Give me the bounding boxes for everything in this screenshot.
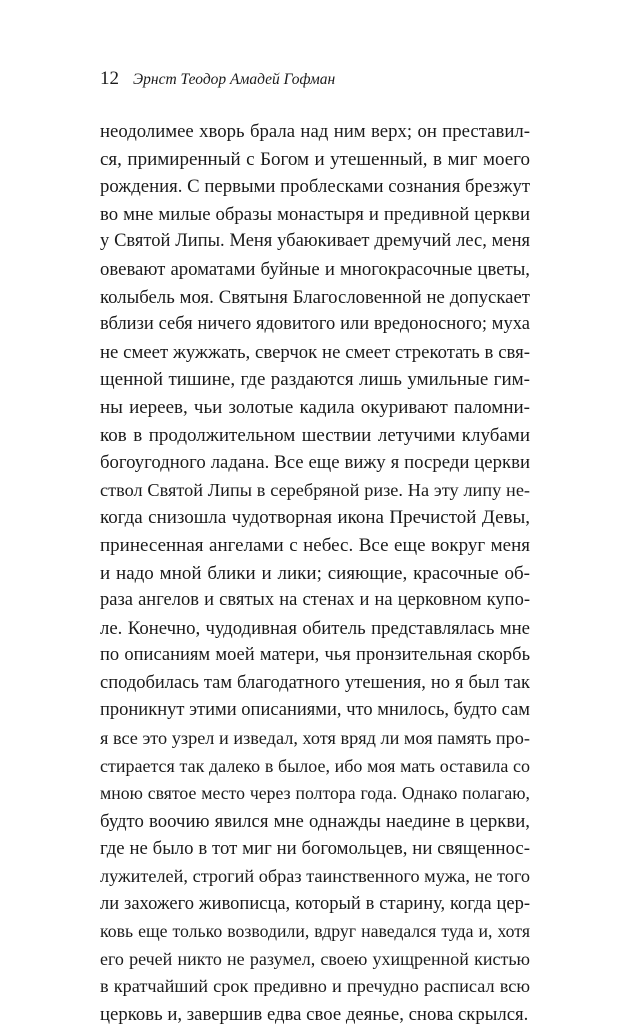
body-text — [100, 118, 530, 1029]
text-line: щенной тишине, где раздаются лишь умильные гим- — [100, 369, 530, 391]
text-line: вблизи себя ничего ядовитого или вредоносного; муха — [100, 314, 530, 335]
text-line: его речей никто не разумел, своею ухищренной кистью — [100, 948, 530, 969]
text-line: у Святой Липы. Меня убаюкивает дремучий лес, меня — [100, 231, 530, 252]
text-line: в кратчайший срок предивно и пречудно расписал всю — [100, 976, 530, 997]
text-line: сподобилась там благодатного утешения, но я был так — [100, 672, 530, 693]
text-line: мною святое место через полтора года. Однако полагаю, — [100, 783, 530, 804]
text-line: богоугодного ладана. Все еще вижу я посреди церкви — [100, 452, 530, 474]
text-line: ле. Конечно, чудодивная обитель представлялась мне — [100, 617, 530, 639]
text-line: где не было в тот миг ни богомольцев, ни священнос- — [100, 838, 530, 860]
text-line: колыбель моя. Святыня Благословенной не допускает — [100, 286, 530, 308]
running-head: Эрнст Теодор Амадей Гофман — [133, 71, 336, 88]
text-line: по описаниям моей матери, чья пронзительная скорбь — [100, 645, 530, 666]
text-line: ствол Святой Липы в серебряной ризе. На эту липу не- — [100, 479, 530, 500]
text-line: овевают ароматами буйные и многокрасочные цветы, — [100, 258, 530, 280]
text-line: и надо мной блики и лики; сияющие, красочные об- — [100, 562, 530, 584]
text-line: ся, примиренный с Богом и утешенный, в миг моего — [100, 148, 530, 170]
text-line: ли захожего живописца, который в старину, когда цер- — [100, 893, 530, 914]
text-line: ны иереев, чьи золотые кадила окуривают паломни- — [100, 396, 530, 418]
text-line: ков в продолжительном шествии летучими клубами — [100, 424, 530, 446]
text-line: стирается так далеко в былое, ибо моя мать оставила со — [100, 755, 530, 776]
text-line: во мне милые образы монастыря и предивной церкви — [100, 203, 530, 225]
text-line: церковь и, завершив едва свое деянье, снова скрылся. — [100, 1004, 529, 1025]
text-line: проникнут этими описаниями, что мнилось, будто сам — [100, 700, 530, 721]
text-line: когда снизошла чудотворная икона Пречистой Девы, — [100, 507, 530, 529]
page-number: 12 — [100, 68, 119, 89]
page-header — [100, 68, 335, 98]
text-line: раза ангелов и святых на стенах и на церковном купо- — [100, 590, 530, 611]
text-line: будто воочию явился мне однажды наедине в церкви, — [100, 810, 530, 832]
text-line: принесенная ангелами с небес. Все еще вокруг меня — [100, 534, 530, 556]
text-line: я все это узрел и изведал, хотя вряд ли моя память про- — [100, 728, 530, 749]
text-line: ковь еще только возводили, вдруг наведался туда и, хотя — [100, 921, 530, 942]
text-line: лужителей, строгий образ таинственного мужа, не того — [100, 866, 530, 887]
text-line: рождения. С первыми проблесками сознания брезжут — [100, 176, 530, 198]
text-line: не смеет жужжать, сверчок не смеет стрекотать в свя- — [100, 341, 530, 363]
text-line: неодолимее хворь брала над ним верх; он преставил- — [100, 121, 530, 142]
